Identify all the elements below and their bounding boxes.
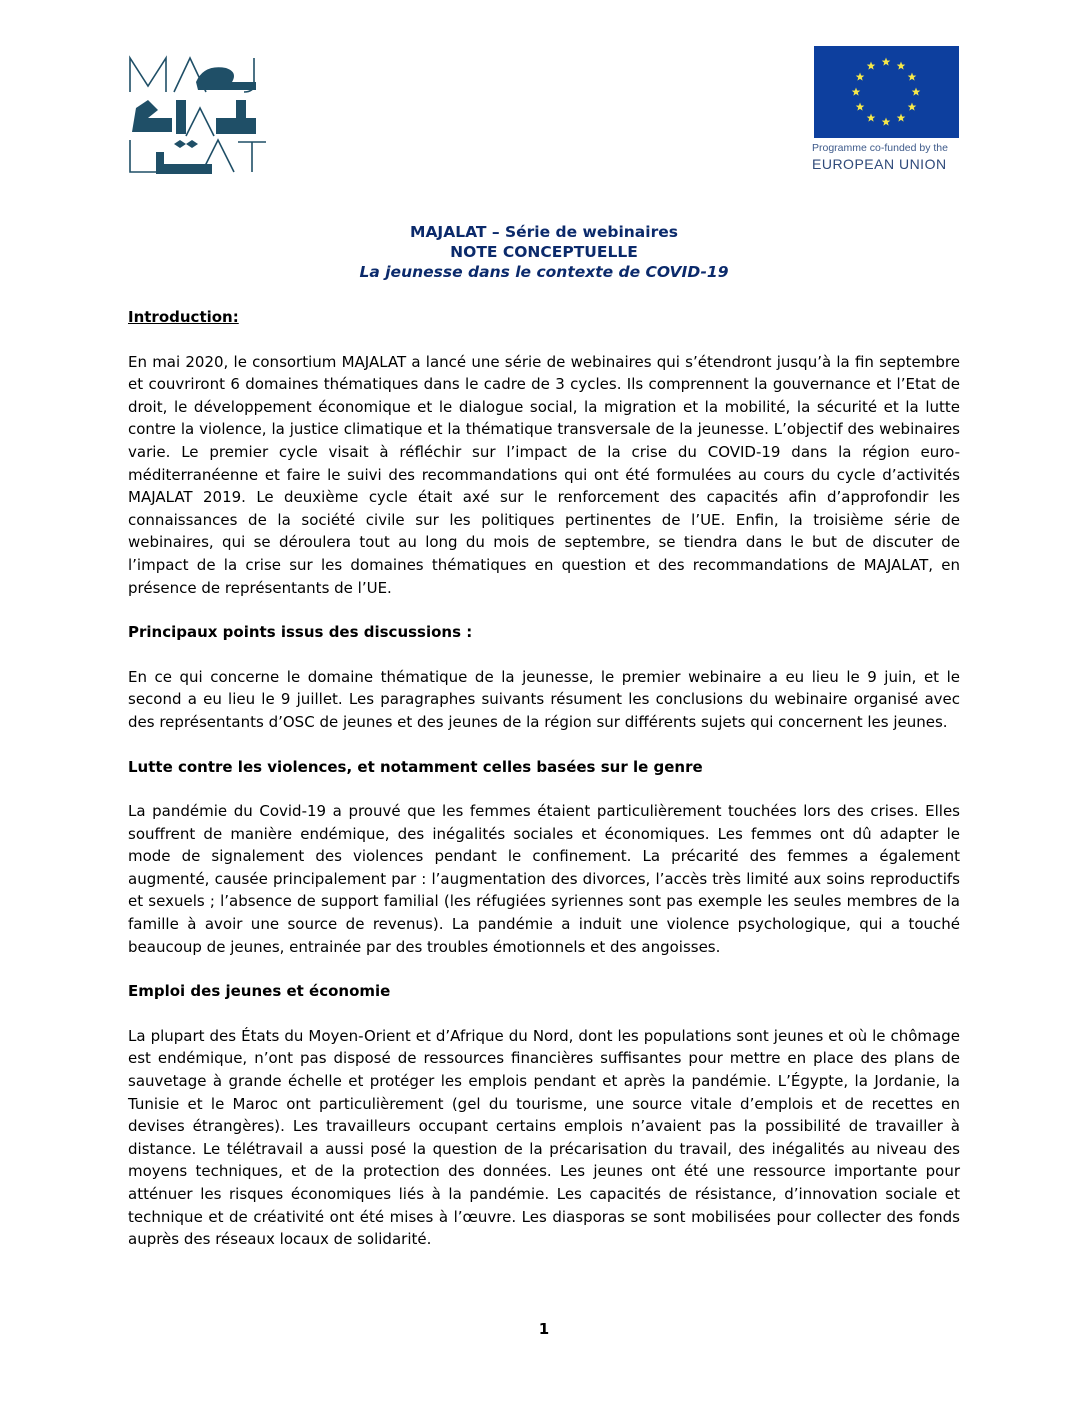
eu-star-icon	[856, 73, 865, 81]
eu-star-icon	[882, 58, 891, 66]
section-heading-employment: Emploi des jeunes et économie	[128, 982, 391, 1001]
paragraph-main-points: En ce qui concerne le domaine thématique de la jeunesse, le premier webinaire a eu lieu le 9 juin, et le second a eu lieu le 9 juillet. Les paragraphes suivants résument les conclusions du webinaire organisé avec des représentants d’OSC de jeunes et des jeunes de la région sur différents sujets qui concernent les jeunes.	[128, 667, 960, 731]
eu-funding-logo	[812, 46, 962, 176]
eu-star-icon	[897, 113, 906, 121]
letter-a2	[186, 108, 214, 136]
document-body	[128, 306, 960, 1251]
document-title-block	[0, 222, 1088, 282]
paragraph-violence: La pandémie du Covid-19 a prouvé que les femmes étaient particulièrement touchées lors des crises. Elles souffrent de manière endémique, des inégalités sociales et économiques. Les femmes ont dû adapter le mode de signalement des violences pendant le confinement. La précarité des femmes a également augmenté, causée principalement par : l’augmentation des divorces, l’accès très limité aux soins reproductifs et sexuels ; l’absence de support familial (les réfugiées syriennes sont pas exemple les seules membres de la famille à avoir une source de revenus). La pandémie a induit une violence psychologique, qui a touché beaucoup de jeunes, entrainée par des troubles émotionnels et des angoisses.	[128, 802, 960, 956]
eu-flag-icon	[814, 46, 959, 138]
eu-star-icon	[897, 62, 906, 70]
eu-star-icon	[852, 88, 861, 96]
title-series: MAJALAT – Série de webinaires	[410, 223, 678, 241]
paragraph-introduction: En mai 2020, le consortium MAJALAT a lancé une série de webinaires qui s’étendront jusqu’à la fin septembre et couvriront 6 domaines thématiques dans le cadre de 3 cycles. Ils comprennent la gouvernance et l’Etat de droit, le développement économique et le dialogue social, la migration et la mobilité, la sécurité et la lutte contre la violence, la justice climatique et la thématique transversale de la jeunesse. L’objectif des webinaires varie. Le premier cycle visait à réfléchir sur l’impact de la crise du COVID-19 dans la région euro-méditerranéenne et faire le suivi des recommandations qui ont été formulées au cours du cycle d’activités MAJALAT 2019. Le deuxième cycle était axé sur le renforcement des capacités afin d’approfondir les connaissances de la société civile sur les politiques pertinentes de l’UE. Enfin, la troisième série de webinaires, qui se déroulera tout au long du mois de septembre, se tiendra dans le but de discuter de l’impact de la crise sur les domaines thématiques en question et des recommandations de MAJALAT, en présence de représentants de l’UE.	[128, 352, 960, 597]
title-subject: La jeunesse dans le contexte de COVID-19	[359, 263, 729, 281]
eu-star-icon	[908, 73, 917, 81]
eu-caption-programme: Programme co-funded by the	[812, 142, 948, 154]
letter-m	[130, 58, 166, 92]
majalat-logo	[126, 52, 276, 177]
title-concept-note: NOTE CONCEPTUELLE	[450, 243, 638, 261]
page-number: 1	[538, 1320, 550, 1338]
paragraph-employment: La plupart des États du Moyen-Orient et d’Afrique du Nord, dont les populations sont jeunes et où le chômage est endémique, n’ont pas disposé de ressources financières suffisantes pour mettre en place des plans de sauvetage à grande échelle et protéger les emplois pendant et après la pandémie. L’Égypte, la Jordanie, la Tunisie et le Maroc ont particulièrement (gel du tourisme, une source vitale d’emplois et de recettes en devises étrangères). Les travailleurs occupant certains emplois n’avaient pas la possibilité de travailler à distance. Le télétravail a aussi posé la question de la précarisation du travail, des inégalités au niveau des moyens techniques, et de la protection des données. Les jeunes ont été une ressource importante pour atténuer les risques économiques liés à la pandémie. Les capacités de résistance, d’innovation sociale et technique et de créativité ont été mises à l’œuvre. Les diasporas se sont mobilisées pour collecter des fonds auprès des réseaux locaux de solidarité.	[128, 1026, 960, 1249]
eu-star-icon	[912, 88, 921, 96]
eu-caption-union: EUROPEAN UNION	[812, 156, 947, 172]
eu-star-icon	[867, 113, 876, 121]
letter-l	[130, 140, 156, 172]
section-heading-main-points: Principaux points issus des discussions :	[128, 623, 473, 642]
section-heading-violence: Lutte contre les violences, et notamment celles basées sur le genre	[128, 757, 703, 776]
section-heading-introduction: Introduction:	[128, 308, 239, 326]
eu-star-icon	[908, 103, 917, 111]
eu-star-icon	[867, 62, 876, 70]
eu-star-icon	[856, 103, 865, 111]
eu-star-icon	[882, 118, 891, 126]
majalat-logo-graphic	[126, 52, 276, 177]
